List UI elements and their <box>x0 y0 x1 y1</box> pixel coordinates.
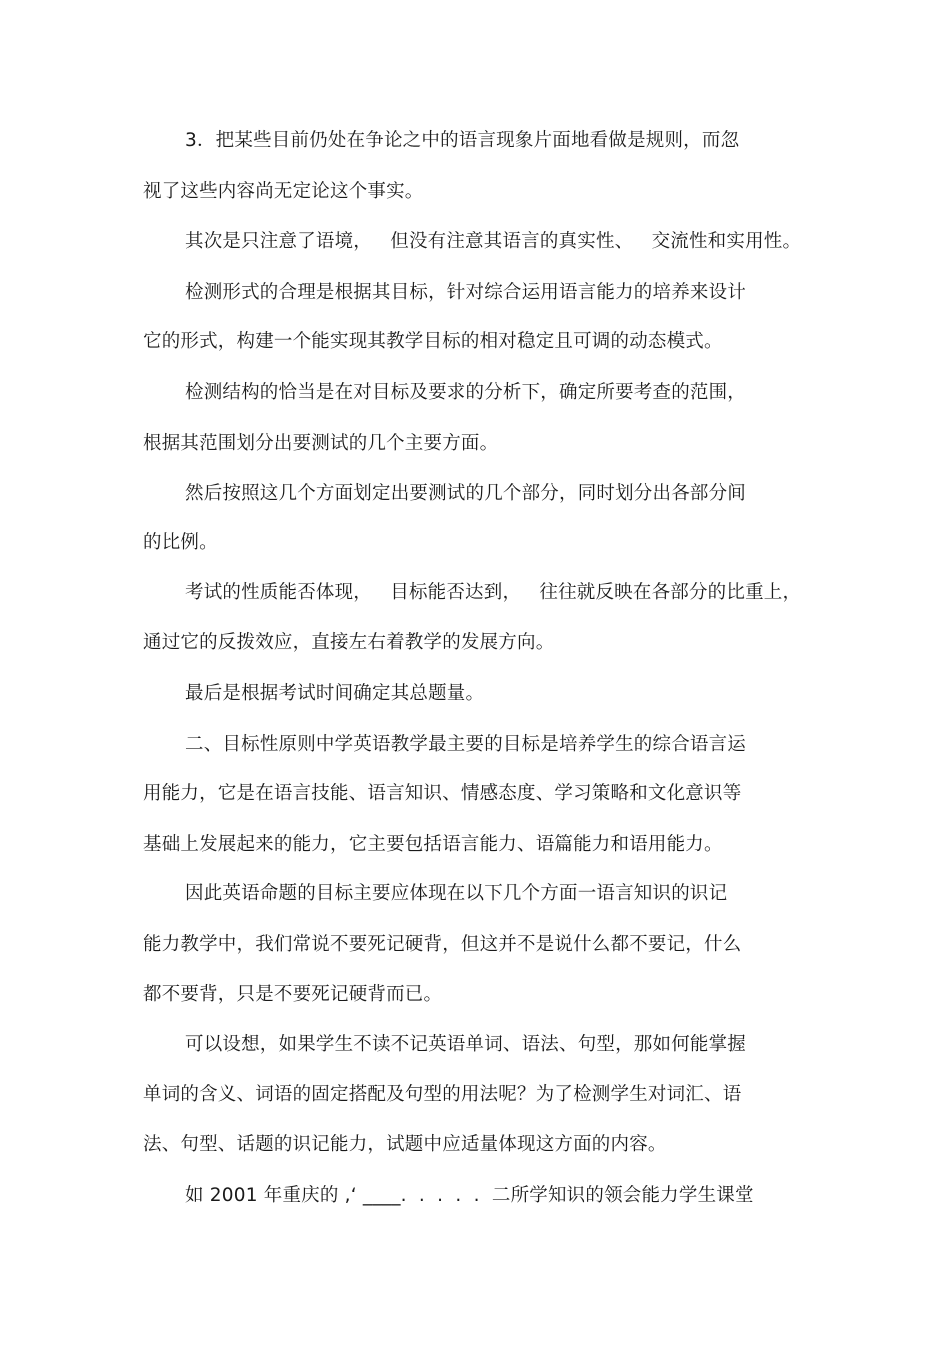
paragraph-line: 如 2001 年重庆的 ,‘ ____. . . . . 二所学知识的领会能力学生课堂 <box>185 1185 754 1206</box>
paragraph-line: 根据其范围划分出要测试的几个主要方面。 <box>143 433 499 454</box>
paragraph-line: 能力教学中，我们常说不要死记硬背，但这并不是说什么都不要记，什么 <box>143 934 742 955</box>
paragraph-line: 可以设想，如果学生不读不记英语单词、语法、句型，那如何能掌握 <box>185 1034 747 1055</box>
paragraph-line: 单词的含义、词语的固定搭配及句型的用法呢？为了检测学生对词汇、语 <box>143 1084 742 1105</box>
paragraph-line: 考试的性质能否体现， 目标能否达到， 往往就反映在各部分的比重上， <box>185 582 802 603</box>
paragraph-line: 然后按照这几个方面划定出要测试的几个部分，同时划分出各部分间 <box>185 483 747 504</box>
paragraph-line: 法、句型、话题的识记能力，试题中应适量体现这方面的内容。 <box>143 1134 667 1155</box>
paragraph-line: 其次是只注意了语境， 但没有注意其语言的真实性、 交流性和实用性。 <box>185 231 802 252</box>
paragraph-line: 视了这些内容尚无定论这个事实。 <box>143 181 424 202</box>
paragraph-line: 检测形式的合理是根据其目标，针对综合运用语言能力的培养来设计 <box>185 282 747 303</box>
paragraph-line: 它的形式，构建一个能实现其教学目标的相对稳定且可调的动态模式。 <box>143 331 723 352</box>
paragraph-line: 最后是根据考试时间确定其总题量。 <box>185 683 485 704</box>
paragraph-line: 检测结构的恰当是在对目标及要求的分析下，确定所要考查的范围， <box>185 382 747 403</box>
paragraph-line: 基础上发展起来的能力，它主要包括语言能力、语篇能力和语用能力。 <box>143 834 723 855</box>
paragraph-line: 的比例。 <box>143 532 218 553</box>
paragraph-line: 用能力，它是在语言技能、语言知识、情感态度、学习策略和文化意识等 <box>143 783 742 804</box>
paragraph-line: 3．把某些目前仍处在争论之中的语言现象片面地看做是规则，而忽 <box>185 130 740 151</box>
paragraph-line: 二、目标性原则中学英语教学最主要的目标是培养学生的综合语言运 <box>185 734 747 755</box>
paragraph-line: 都不要背，只是不要死记硬背而已。 <box>143 984 443 1005</box>
paragraph-line: 通过它的反拨效应，直接左右着教学的发展方向。 <box>143 632 555 653</box>
paragraph-line: 因此英语命题的目标主要应体现在以下几个方面一语言知识的识记 <box>185 883 728 904</box>
